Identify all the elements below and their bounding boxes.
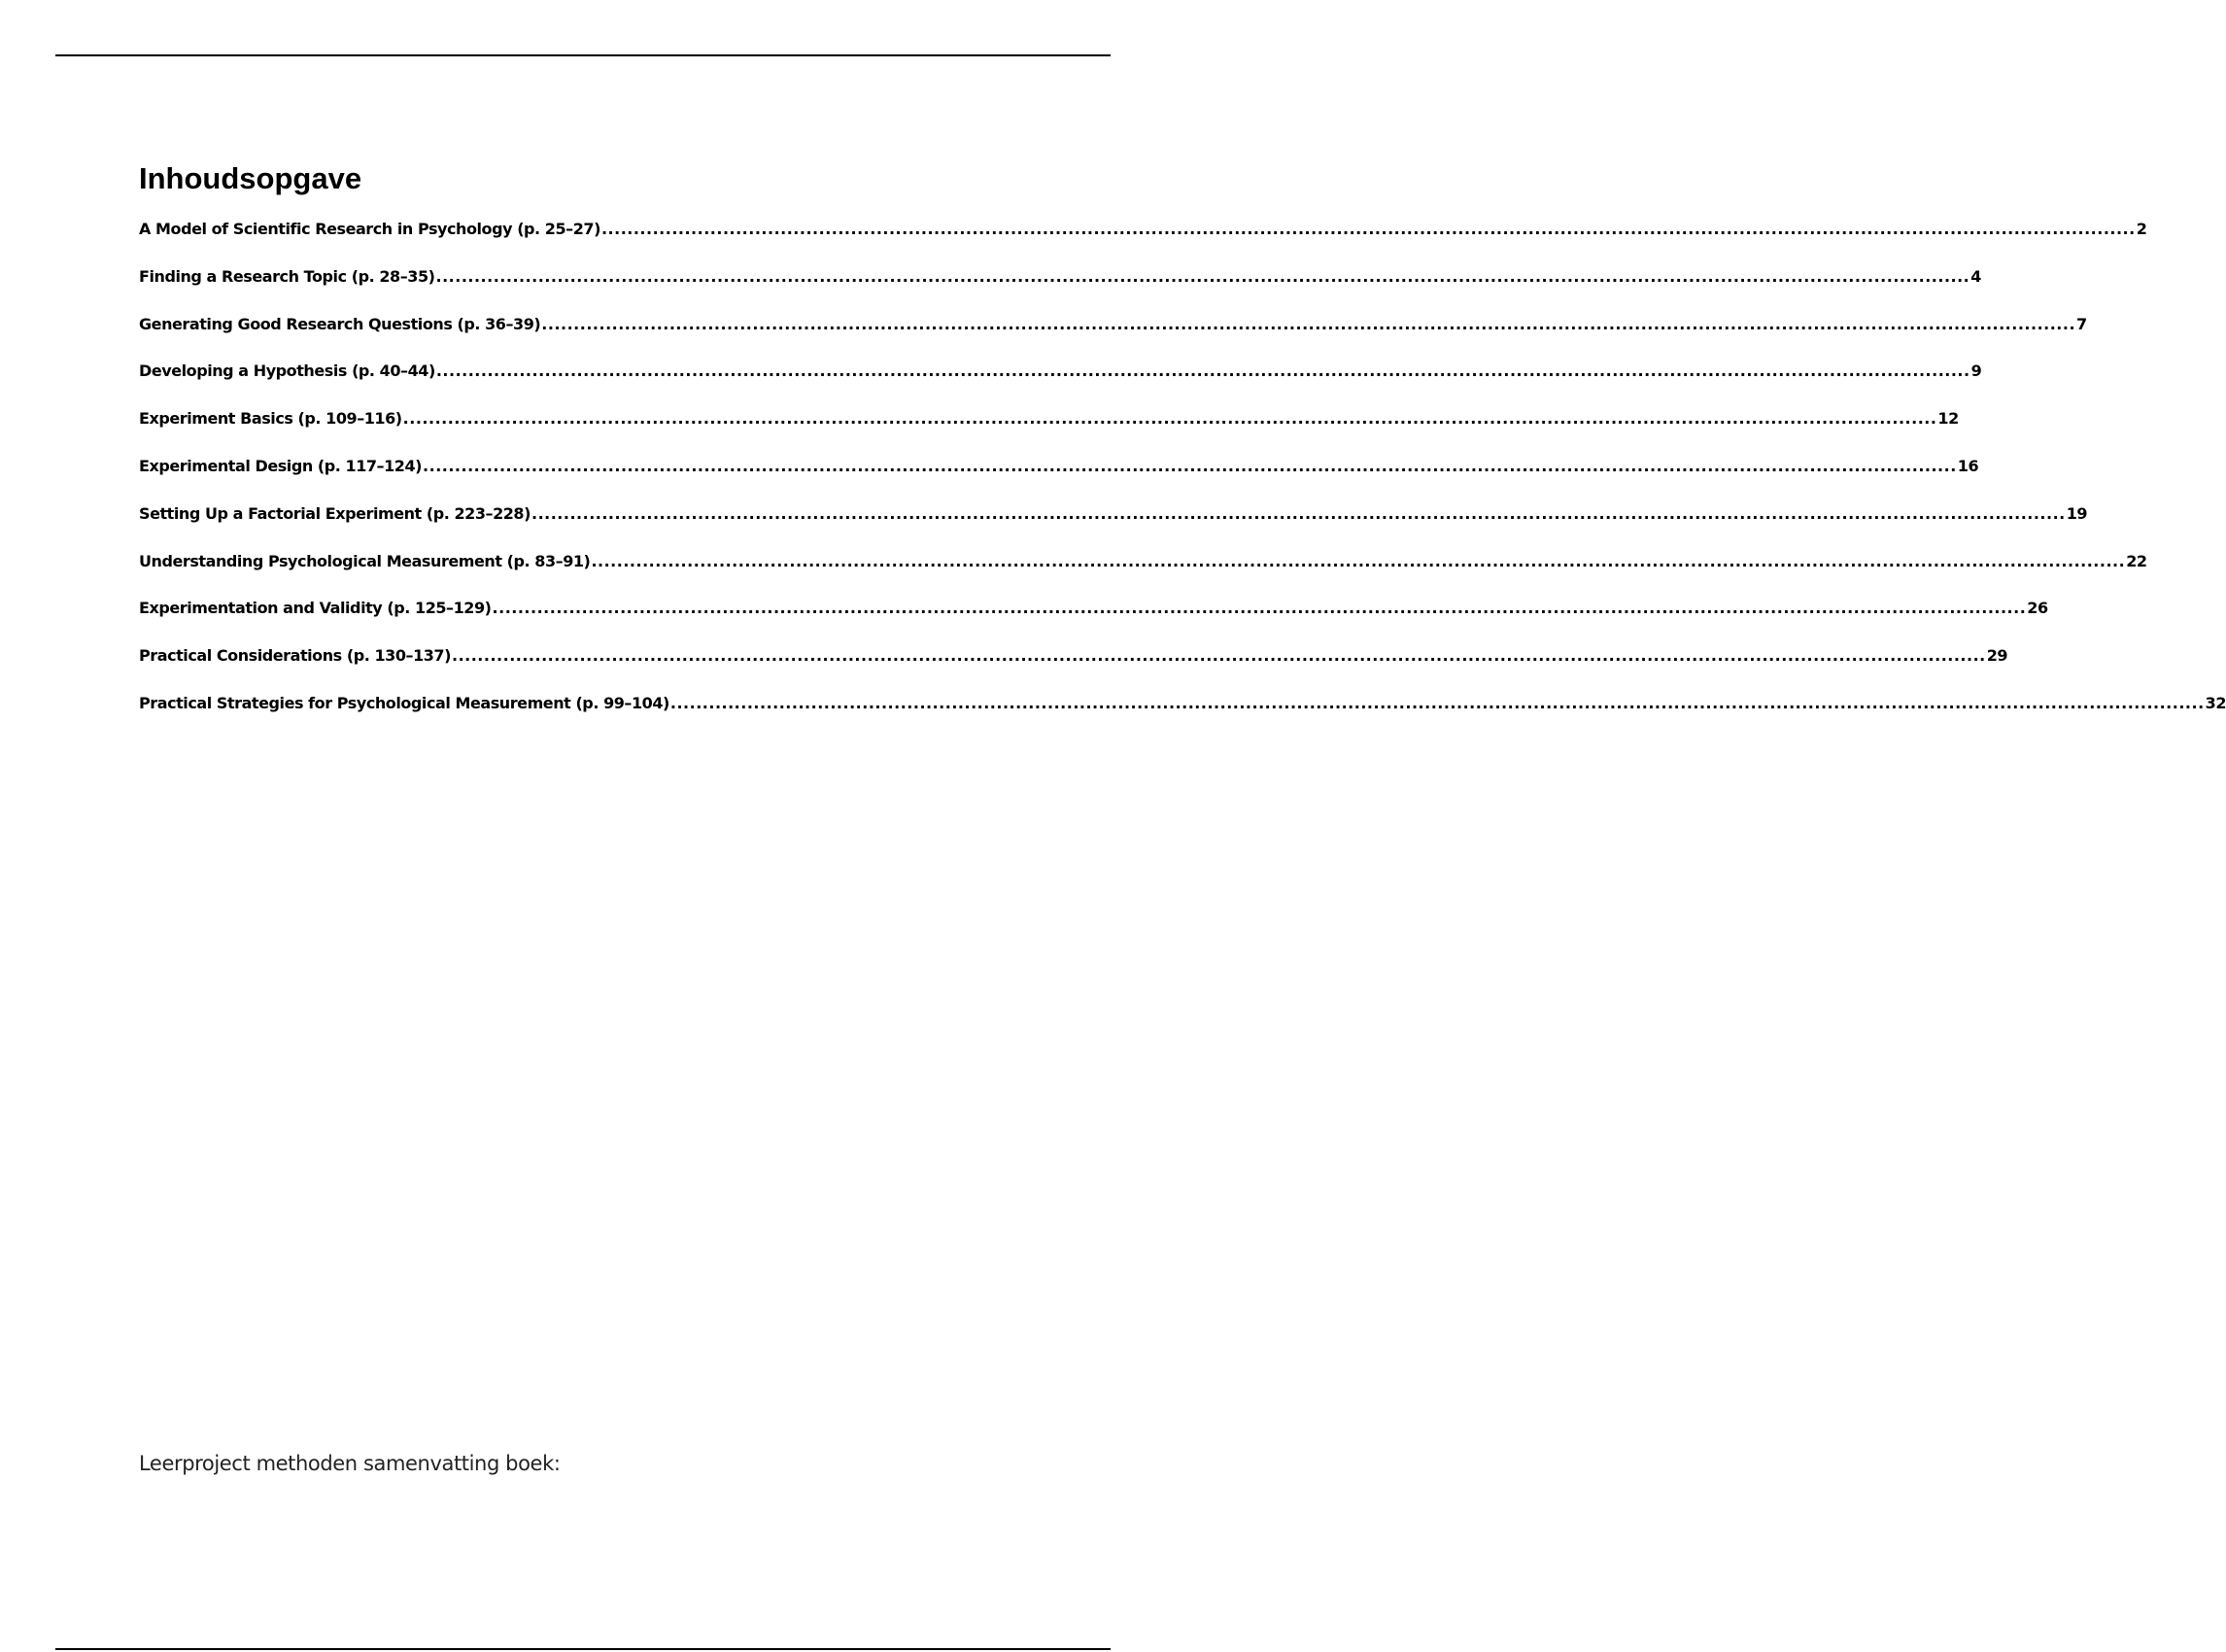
toc-dot-leader: ................................................................................................................................................................................................................................................ [531, 503, 2066, 523]
toc-entry-label: Setting Up a Factorial Experiment (p. 223–228) [139, 503, 531, 523]
toc-entry[interactable] [139, 314, 2087, 362]
toc-dot-leader: ................................................................................................................................................................................................................................................ [435, 266, 1970, 286]
toc-entry-label: Experiment Basics (p. 109–116) [139, 409, 402, 429]
toc-entry[interactable] [139, 220, 2147, 267]
toc-entry-label: Finding a Research Topic (p. 28–35) [139, 266, 435, 286]
footer-note: Leerproject methoden samenvatting boek: [139, 1452, 561, 1475]
toc-dot-leader: ................................................................................................................................................................................................................................................ [669, 693, 2205, 712]
toc-entry[interactable] [139, 361, 1982, 409]
toc-entry-page: 32 [2205, 693, 2226, 712]
toc-entry-page: 22 [2126, 551, 2147, 570]
toc-entry-label: Understanding Psychological Measurement (p. 83–91) [139, 551, 591, 570]
toc-entry-page: 12 [1937, 409, 1959, 429]
toc-entry[interactable] [139, 646, 2008, 694]
toc-title: Inhoudsopgave [139, 161, 362, 195]
toc-entry-page: 19 [2066, 503, 2088, 523]
toc-dot-leader: ................................................................................................................................................................................................................................................ [451, 646, 1986, 666]
toc-dot-leader: ................................................................................................................................................................................................................................................ [600, 220, 2136, 238]
toc-entry[interactable] [139, 693, 2226, 741]
toc-dot-leader: ................................................................................................................................................................................................................................................ [492, 599, 2027, 618]
toc-entry[interactable] [139, 456, 1979, 504]
toc-dot-leader: ................................................................................................................................................................................................................................................ [423, 456, 1957, 475]
toc-entry[interactable] [139, 503, 2088, 552]
toc-entry-label: Developing a Hypothesis (p. 40–44) [139, 361, 435, 381]
toc-dot-leader: ................................................................................................................................................................................................................................................ [402, 409, 1937, 429]
toc-dot-leader: ................................................................................................................................................................................................................................................ [435, 361, 1970, 381]
toc-entry-page: 29 [1986, 646, 2008, 666]
toc-entry[interactable] [139, 409, 1959, 457]
footer-rule [55, 1648, 1111, 1650]
toc-entry[interactable] [139, 266, 1981, 315]
toc-entry-page: 16 [1957, 456, 1979, 475]
toc-entry-page: 26 [2027, 599, 2048, 618]
toc-entry-label: A Model of Scientific Research in Psychology (p. 25–27) [139, 220, 600, 238]
toc-entry-page: 7 [2076, 314, 2087, 333]
toc-dot-leader: ................................................................................................................................................................................................................................................ [591, 551, 2126, 570]
toc-entry-label: Experimentation and Validity (p. 125–129) [139, 599, 492, 618]
toc-entry-label: Generating Good Research Questions (p. 36–39) [139, 314, 541, 333]
toc-entry[interactable] [139, 551, 2147, 600]
toc-list [139, 220, 2226, 741]
toc-entry[interactable] [139, 599, 2048, 646]
toc-entry-page: 4 [1970, 266, 1981, 286]
toc-entry-page: 2 [2136, 220, 2147, 238]
toc-entry-label: Practical Strategies for Psychological Measurement (p. 99–104) [139, 693, 669, 712]
toc-dot-leader: ................................................................................................................................................................................................................................................ [541, 314, 2076, 333]
toc-entry-page: 9 [1970, 361, 1982, 381]
toc-entry-label: Experimental Design (p. 117–124) [139, 456, 423, 475]
header-rule [55, 54, 1111, 56]
toc-entry-label: Practical Considerations (p. 130–137) [139, 646, 451, 666]
